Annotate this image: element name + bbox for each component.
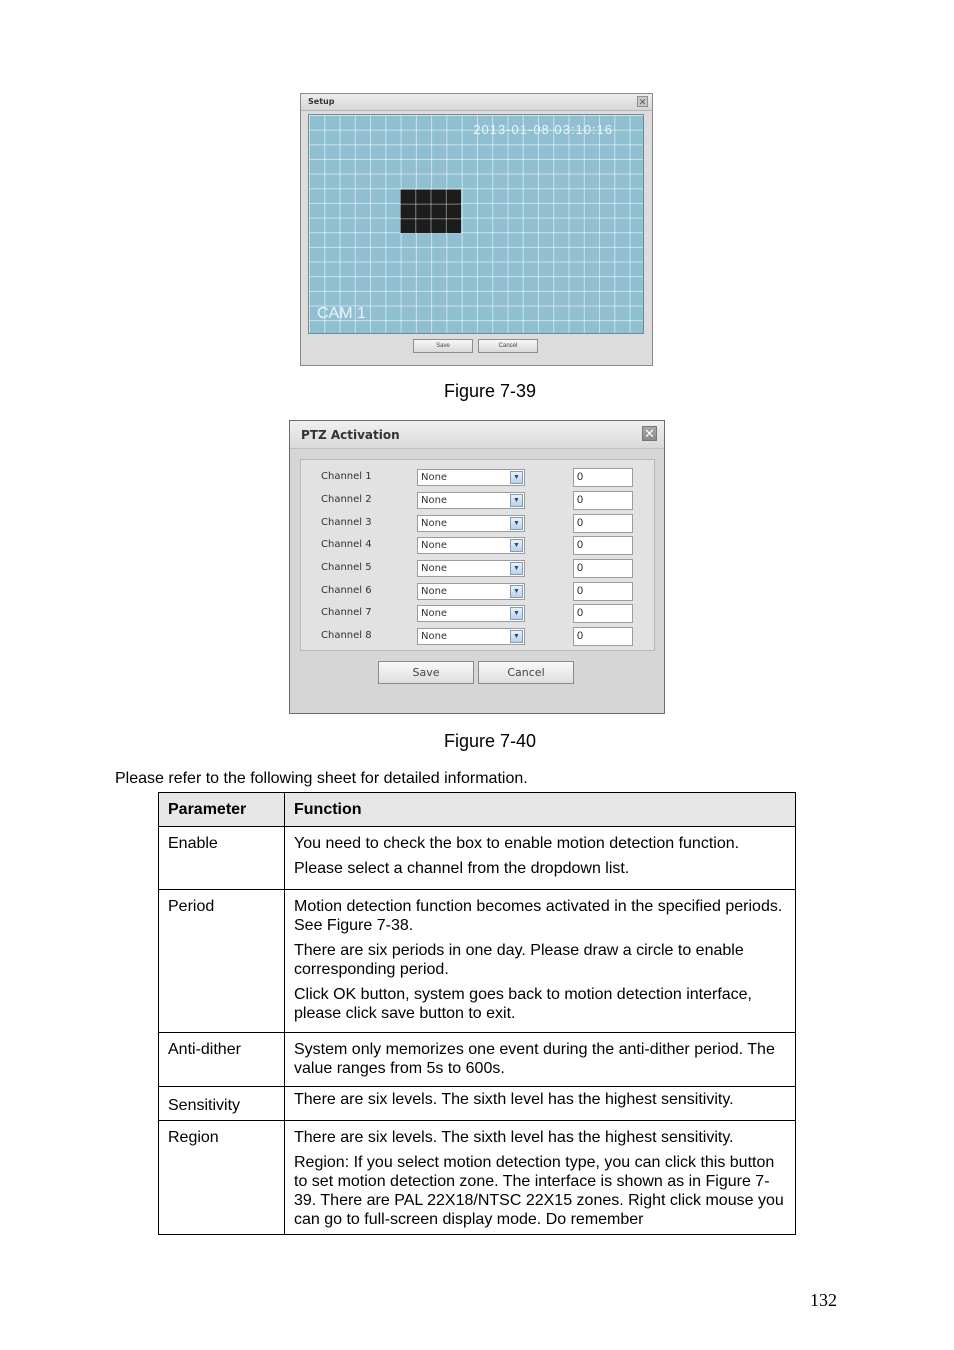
intro-text: Please refer to the following sheet for detailed information.: [115, 770, 528, 787]
select-value: None: [421, 586, 448, 597]
chevron-down-icon[interactable]: ▼: [510, 471, 523, 484]
ptz-type-select[interactable]: [417, 583, 525, 600]
save-button[interactable]: Save: [413, 339, 473, 353]
table-row: [159, 1121, 796, 1235]
channel-row: [301, 515, 654, 533]
channel-row: [301, 469, 654, 487]
figure-caption: Figure 7-39: [444, 381, 537, 401]
chevron-down-icon[interactable]: ▼: [510, 517, 523, 530]
preset-input[interactable]: 0: [573, 491, 633, 510]
ptz-activation-dialog: [289, 420, 665, 714]
preset-input[interactable]: 0: [573, 536, 633, 555]
setup-titlebar: [301, 94, 652, 111]
channel-label: Channel 3: [321, 517, 372, 528]
channel-row: [301, 583, 654, 601]
setup-dialog: [300, 93, 653, 366]
parameter-cell: Period: [159, 890, 285, 1033]
chevron-down-icon[interactable]: ▼: [510, 494, 523, 507]
parameter-cell: Region: [159, 1121, 285, 1235]
parameter-cell: Enable: [159, 827, 285, 890]
table-row: [159, 890, 796, 1033]
function-text: Please select a channel from the dropdown list.: [294, 860, 630, 877]
channel-row: [301, 537, 654, 555]
column-header: Function: [285, 793, 796, 827]
parameter-cell: Sensitivity: [159, 1087, 285, 1121]
channel-label: Channel 4: [321, 539, 372, 550]
selected-motion-zone[interactable]: [400, 189, 461, 233]
parameter-cell: Anti-dither: [159, 1033, 285, 1087]
function-text: Motion detection function becomes activated in the specified periods. See Figure 7-38.: [294, 898, 783, 934]
chevron-down-icon[interactable]: ▼: [510, 607, 523, 620]
channel-label: Channel 5: [321, 562, 372, 573]
table-row: [159, 1087, 796, 1121]
preset-input[interactable]: 0: [573, 559, 633, 578]
channel-row: [301, 605, 654, 623]
column-header: Parameter: [159, 793, 285, 827]
close-icon[interactable]: ✕: [638, 97, 647, 107]
function-text: There are six levels. The sixth level has the highest sensitivity.: [294, 1129, 734, 1146]
preset-input[interactable]: 0: [573, 468, 633, 487]
function-text: Click OK button, system goes back to motion detection interface, please click save button to exit.: [294, 986, 752, 1022]
ptz-type-select[interactable]: [417, 537, 525, 554]
close-icon[interactable]: ✕: [642, 426, 657, 441]
motion-region-grid[interactable]: [308, 114, 644, 334]
channel-label: Channel 7: [321, 607, 372, 618]
setup-title: Setup: [308, 97, 335, 106]
ptz-type-select[interactable]: [417, 628, 525, 645]
ptz-type-select[interactable]: [417, 560, 525, 577]
table-header-row: [159, 793, 796, 827]
channel-label: Channel 1: [321, 471, 372, 482]
ptz-titlebar: [290, 421, 664, 449]
function-cell: [285, 1087, 796, 1121]
page-number: 132: [810, 1290, 837, 1310]
preset-input[interactable]: 0: [573, 604, 633, 623]
chevron-down-icon[interactable]: ▼: [510, 630, 523, 643]
channel-label: Channel 8: [321, 630, 372, 641]
table-row: [159, 827, 796, 890]
preset-input[interactable]: 0: [573, 627, 633, 646]
function-cell: [285, 1033, 796, 1087]
chevron-down-icon[interactable]: ▼: [510, 562, 523, 575]
channel-row: [301, 560, 654, 578]
ptz-type-select[interactable]: [417, 605, 525, 622]
camera-label: CAM 1: [317, 305, 366, 322]
cancel-button[interactable]: Cancel: [478, 339, 538, 353]
ptz-type-select[interactable]: [417, 515, 525, 532]
select-value: None: [421, 608, 448, 619]
table-row: [159, 1033, 796, 1087]
select-value: None: [421, 563, 448, 574]
channel-row: [301, 628, 654, 646]
cancel-button[interactable]: Cancel: [478, 661, 574, 684]
preset-input[interactable]: 0: [573, 514, 633, 533]
video-timestamp: 2013-01-08 03:10:16: [473, 122, 613, 137]
select-value: None: [421, 518, 448, 529]
function-text: You need to check the box to enable motion detection function.: [294, 835, 740, 852]
function-cell: [285, 1121, 796, 1235]
ptz-title: PTZ Activation: [301, 428, 400, 442]
ptz-type-select[interactable]: [417, 469, 525, 486]
chevron-down-icon[interactable]: ▼: [510, 585, 523, 598]
channel-panel: [300, 459, 655, 651]
function-cell: [285, 827, 796, 890]
save-button[interactable]: Save: [378, 661, 474, 684]
select-value: None: [421, 540, 448, 551]
channel-label: Channel 6: [321, 585, 372, 596]
function-cell: [285, 890, 796, 1033]
select-value: None: [421, 472, 448, 483]
ptz-type-select[interactable]: [417, 492, 525, 509]
parameter-table: [158, 792, 796, 1235]
chevron-down-icon[interactable]: ▼: [510, 539, 523, 552]
function-text: There are six periods in one day. Please draw a circle to enable corresponding period.: [294, 942, 744, 978]
function-text: There are six levels. The sixth level has the highest sensitivity.: [294, 1091, 734, 1108]
channel-label: Channel 2: [321, 494, 372, 505]
select-value: None: [421, 631, 448, 642]
channel-row: [301, 492, 654, 510]
figure-caption: Figure 7-40: [444, 731, 537, 751]
function-text: Region: If you select motion detection type, you can click this button to set motion detection zone. The interface is shown as in Figure 7-39. There are PAL 22X18/NTSC 22X15 zones. Right click mouse you can go to full-screen display mode. Do remember: [294, 1154, 784, 1228]
select-value: None: [421, 495, 448, 506]
preset-input[interactable]: 0: [573, 582, 633, 601]
function-text: System only memorizes one event during the anti-dither period. The value ranges from 5s to 600s.: [294, 1041, 775, 1077]
